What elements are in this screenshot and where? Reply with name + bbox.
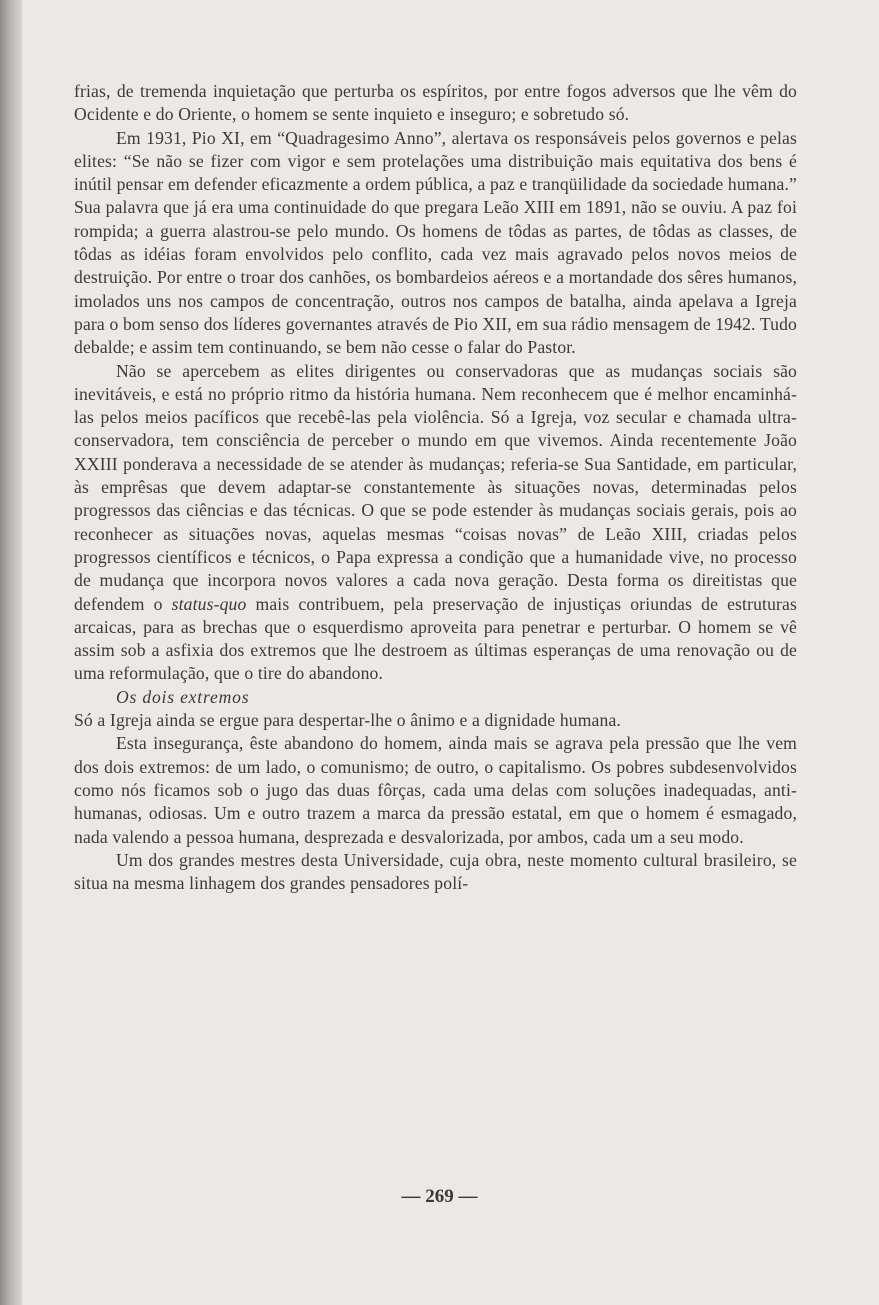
book-gutter-shadow [0, 0, 22, 1305]
status-quo-italic: status-quo [171, 593, 247, 614]
paragraph-3-text-before: Não se apercebem as elites dirigentes ou conservadoras que as mudanças sociais são inevitáveis, e está no próprio ritmo da história humana. Nem reconhecem que é melhor encaminhá-las pelos meios pacíficos que recebê-las pela violência. Só a Igreja, voz secular e chamada ultra-conservadora, tem consciência de perceber o mundo em que vivemos. Ainda recentemente João XXIII ponderava a necessidade de se atender às mudanças; referia-se Sua Santidade, em particular, às emprêsas que devem adaptar-se constantemente às situações novas, determinadas pelos progressos das ciências e das técnicas. O que se pode estender às mudanças sociais gerais, pois ao reconhecer as situações novas, aquelas mesmas “coisas novas” de Leão XIII, criadas pelos progressos científicos e técnicos, o Papa expressa a condição que a humanidade vive, no processo de mudança que incorpora novos valores a cada nova geração. Desta forma os direitistas que defendem o [74, 360, 797, 614]
paragraph-3-text-after: mais contribuem, pela preservação de injustiças oriundas de estruturas arcaicas, para as brechas que o esquerdismo aproveita para penetrar e perturbar. O homem se vê assim sob a asfixia dos extremos que lhe destroem as últimas esperanças de uma renovação ou de uma reformulação, que o tire do abandono. [74, 593, 797, 684]
page-body [74, 80, 797, 895]
paragraph-3 [74, 360, 797, 686]
section-paragraph-3: Um dos grandes mestres desta Universidade, cuja obra, neste momento cultural brasileiro, se situa na mesma linhagem dos grandes pensadores polí- [74, 849, 797, 894]
paragraph-2: Em 1931, Pio XI, em “Quadragesimo Anno”, alertava os responsáveis pelos governos e pelas elites: “Se não se fizer com vigor e sem protelações uma distribuição mais equitativa dos bens é inútil pensar em defender eficazmente a ordem pública, a paz e tranqüilidade da sociedade humana.” Sua palavra que já era uma continuidade do que pregara Leão XIII em 1891, não se ouviu. A paz foi rompida; a guerra alastrou-se pelo mundo. Os homens de tôdas as partes, de tôdas as classes, de tôdas as idéias foram envolvidos pelo conflito, cada vez mais agravado pelos novos meios de destruição. Por entre o troar dos canhões, os bombardeios aéreos e a mortandade dos sêres humanos, imolados uns nos campos de concentração, outros nos campos de batalha, ainda apelava a Igreja para o bom senso dos líderes governantes através de Pio XII, em sua rádio mensagem de 1942. Tudo debalde; e assim tem continuando, se bem não cesse o falar do Pastor. [74, 127, 798, 358]
paragraph-1: frias, de tremenda inquietação que perturba os espíritos, por entre fogos adversos que lhe vêm do Ocidente e do Oriente, o homem se sente inquieto e inseguro; e sobretudo só. [74, 81, 797, 125]
page-number: — 269 — [401, 1186, 478, 1207]
section-paragraph-2: Esta insegurança, êste abandono do homem, ainda mais se agrava pela pressão que lhe vem dos dois extremos: de um lado, o comunismo; de outro, o capitalismo. Os pobres subdesenvolvidos como nós ficamos sob o jugo das duas fôrças, cada uma delas com soluções inadequadas, anti-humanas, odiosas. Um e outro trazem a marca da pressão estatal, em que o homem é esmagado, nada valendo a pessoa humana, desprezada e desvalorizada, por ambos, cada um a seu modo. [74, 733, 797, 847]
section-heading: Os dois extremos [116, 686, 250, 707]
section-paragraph-1: Só a Igreja ainda se ergue para despertar-lhe o ânimo e a dignidade humana. [74, 710, 621, 731]
